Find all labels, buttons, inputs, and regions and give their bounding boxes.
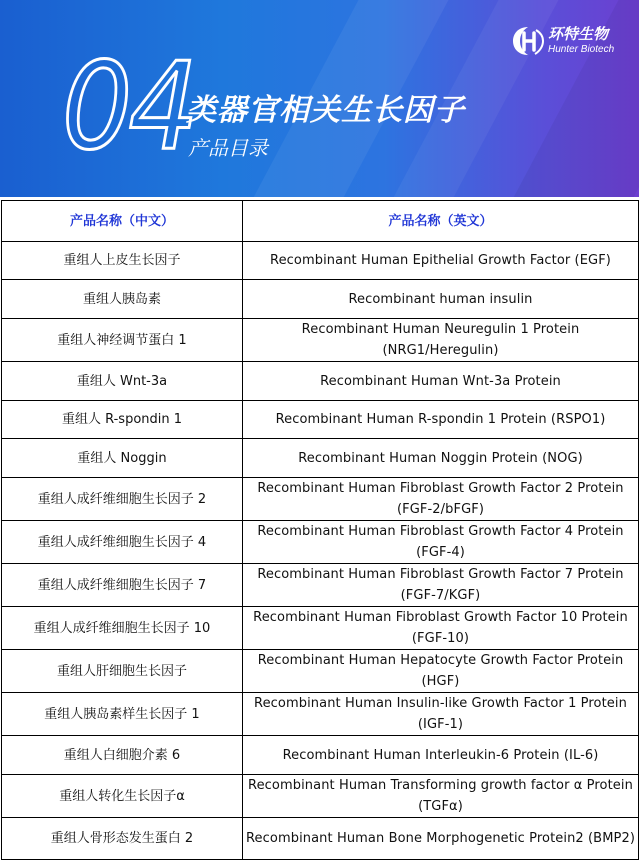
table-row	[2, 439, 639, 478]
product-name-cn: 重组人神经调节蛋白 1	[2, 319, 243, 362]
table-row	[2, 401, 639, 439]
table-row	[2, 319, 639, 362]
table-row	[2, 362, 639, 401]
product-name-cn: 重组人骨形态发生蛋白 2	[2, 818, 243, 860]
table-row	[2, 478, 639, 521]
header-banner	[0, 0, 639, 197]
product-name-cn: 重组人胰岛素样生长因子 1	[2, 693, 243, 736]
product-name-cn: 重组人成纤维细胞生长因子 4	[2, 521, 243, 564]
product-name-cn: 重组人胰岛素	[2, 280, 243, 319]
product-name-cn: 重组人成纤维细胞生长因子 2	[2, 478, 243, 521]
product-name-cn: 重组人 R-spondin 1	[2, 401, 243, 439]
table-row	[2, 564, 639, 607]
table-row	[2, 607, 639, 650]
product-name-en: Recombinant Human Fibroblast Growth Factor 4 Protein (FGF-4)	[243, 521, 639, 564]
category-title: 类器官相关生长因子	[186, 93, 465, 128]
hunter-biotech-logo-icon	[510, 24, 546, 58]
product-name-en: Recombinant Human Hepatocyte Growth Factor Protein (HGF)	[243, 650, 639, 693]
product-name-en: Recombinant Human Wnt-3a Protein	[243, 362, 639, 401]
catalog-subtitle: 产品目录	[188, 136, 268, 160]
table-row	[2, 242, 639, 280]
product-name-cn: 重组人白细胞介素 6	[2, 736, 243, 775]
product-name-cn: 重组人上皮生长因子	[2, 242, 243, 280]
table-row	[2, 693, 639, 736]
product-name-en: Recombinant Human Noggin Protein (NOG)	[243, 439, 639, 478]
column-header-cn: 产品名称（中文）	[2, 201, 243, 242]
product-name-cn: 重组人成纤维细胞生长因子 7	[2, 564, 243, 607]
product-name-en: Recombinant Human Fibroblast Growth Factor 2 Protein (FGF-2/bFGF)	[243, 478, 639, 521]
product-name-en: Recombinant Human Transforming growth factor α Protein (TGFα)	[243, 775, 639, 818]
product-name-cn: 重组人转化生长因子α	[2, 775, 243, 818]
product-name-en: Recombinant Human R-spondin 1 Protein (RSPO1)	[243, 401, 639, 439]
logo-name-en: Hunter Biotech	[548, 44, 615, 55]
table-row	[2, 280, 639, 319]
table-row	[2, 736, 639, 775]
product-name-en: Recombinant Human Epithelial Growth Factor (EGF)	[243, 242, 639, 280]
product-name-cn: 重组人 Wnt-3a	[2, 362, 243, 401]
product-name-cn: 重组人 Noggin	[2, 439, 243, 478]
product-name-cn: 重组人成纤维细胞生长因子 10	[2, 607, 243, 650]
section-number: 04	[62, 38, 196, 177]
logo-name-cn: 环特生物	[548, 25, 609, 43]
table-row	[2, 650, 639, 693]
product-name-cn: 重组人肝细胞生长因子	[2, 650, 243, 693]
table-header-row	[2, 201, 639, 242]
column-header-en: 产品名称（英文）	[243, 201, 639, 242]
product-name-en: Recombinant Human Bone Morphogenetic Protein2 (BMP2)	[243, 818, 639, 860]
table-row	[2, 521, 639, 564]
product-name-en: Recombinant human insulin	[243, 280, 639, 319]
table-row	[2, 775, 639, 818]
company-logo	[510, 24, 630, 58]
product-name-en: Recombinant Human Neuregulin 1 Protein (NRG1/Heregulin)	[243, 319, 639, 362]
product-name-en: Recombinant Human Fibroblast Growth Factor 10 Protein (FGF-10)	[243, 607, 639, 650]
product-name-en: Recombinant Human Fibroblast Growth Factor 7 Protein (FGF-7/KGF)	[243, 564, 639, 607]
product-table	[1, 200, 639, 860]
product-name-en: Recombinant Human Interleukin-6 Protein (IL-6)	[243, 736, 639, 775]
table-row	[2, 818, 639, 860]
product-name-en: Recombinant Human Insulin-like Growth Factor 1 Protein (IGF-1)	[243, 693, 639, 736]
